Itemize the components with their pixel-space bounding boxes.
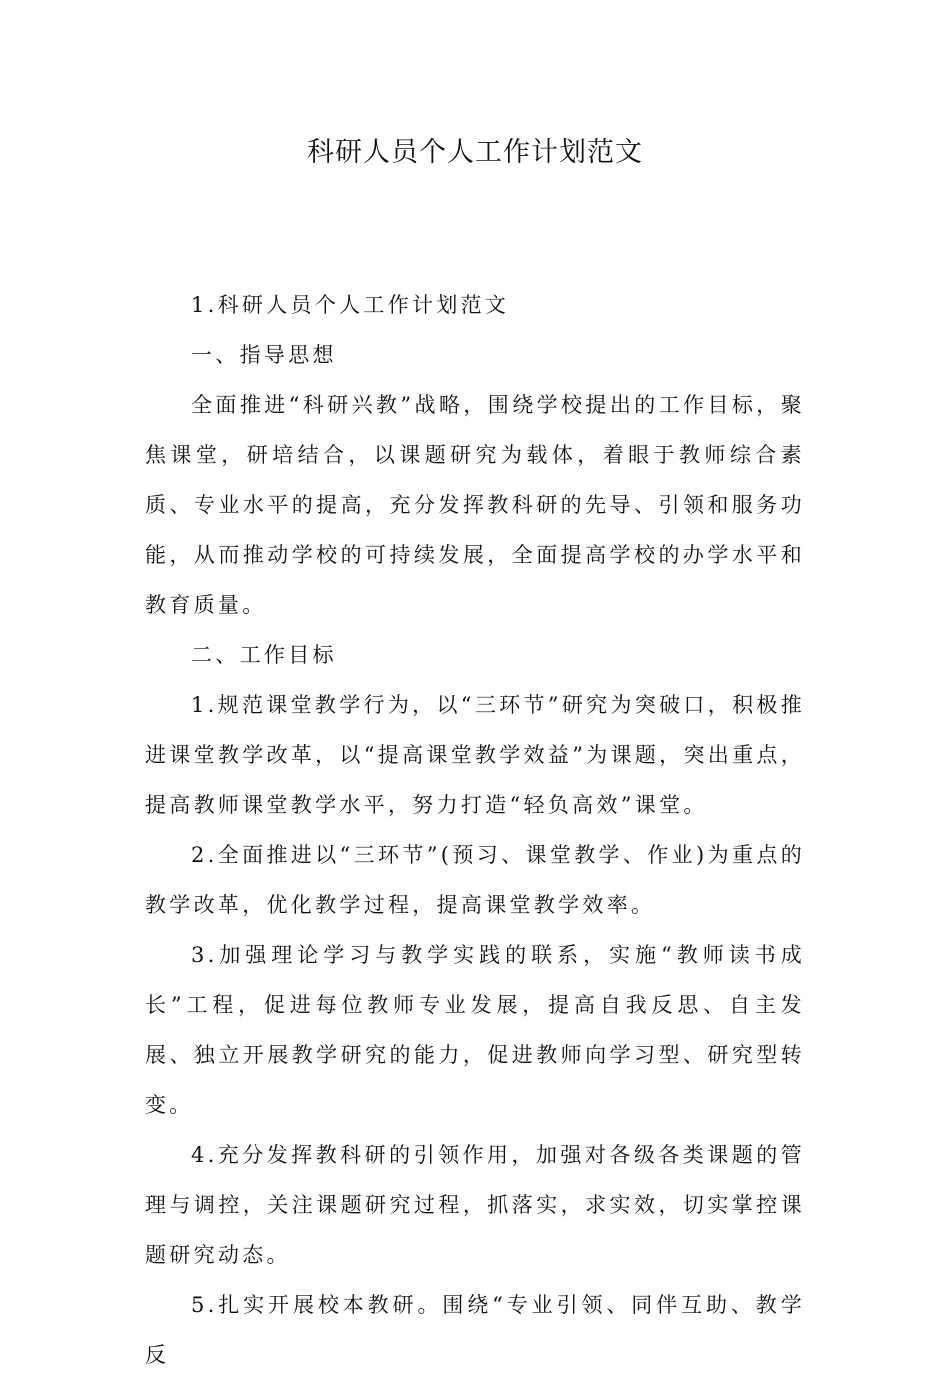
- paragraph-goal-3: 3.加强理论学习与教学实践的联系，实施“教师读书成长”工程，促进每位教师专业发展，提高自我反思、自主发展、独立开展教学研究的能力，促进教师向学习型、研究型转变。: [145, 943, 805, 1117]
- paragraph-guiding-ideology: 全面推进“科研兴教”战略，围绕学校提出的工作目标，聚焦课堂，研培结合，以课题研究为载体，着眼于教师综合素质、专业水平的提高，充分发挥教科研的先导、引领和服务功能，从而推动学校的可持续发展，全面提高学校的办学水平和教育质量。: [145, 393, 805, 617]
- document-body: [145, 280, 805, 1380]
- section-heading-work-goals: 二、工作目标: [191, 643, 337, 667]
- section-heading-plan: 1.科研人员个人工作计划范文: [191, 293, 510, 317]
- paragraph-goal-2: 2.全面推进以“三环节”(预习、课堂教学、作业)为重点的教学改革，优化教学过程，提高课堂教学效率。: [145, 843, 805, 917]
- paragraph-goal-5: 5.扎实开展校本教研。围绕“专业引领、同伴互助、教学反: [145, 1293, 805, 1367]
- section-heading-guiding-ideology: 一、指导思想: [191, 343, 337, 367]
- paragraph-goal-1: 1.规范课堂教学行为，以“三环节”研究为突破口，积极推进课堂教学改革，以“提高课堂教学效益”为课题，突出重点，提高教师课堂教学水平，努力打造“轻负高效”课堂。: [145, 693, 805, 817]
- paragraph-goal-4: 4.充分发挥教科研的引领作用，加强对各级各类课题的管理与调控，关注课题研究过程，抓落实，求实效，切实掌控课题研究动态。: [145, 1143, 805, 1267]
- document-title: 科研人员个人工作计划范文: [307, 137, 643, 168]
